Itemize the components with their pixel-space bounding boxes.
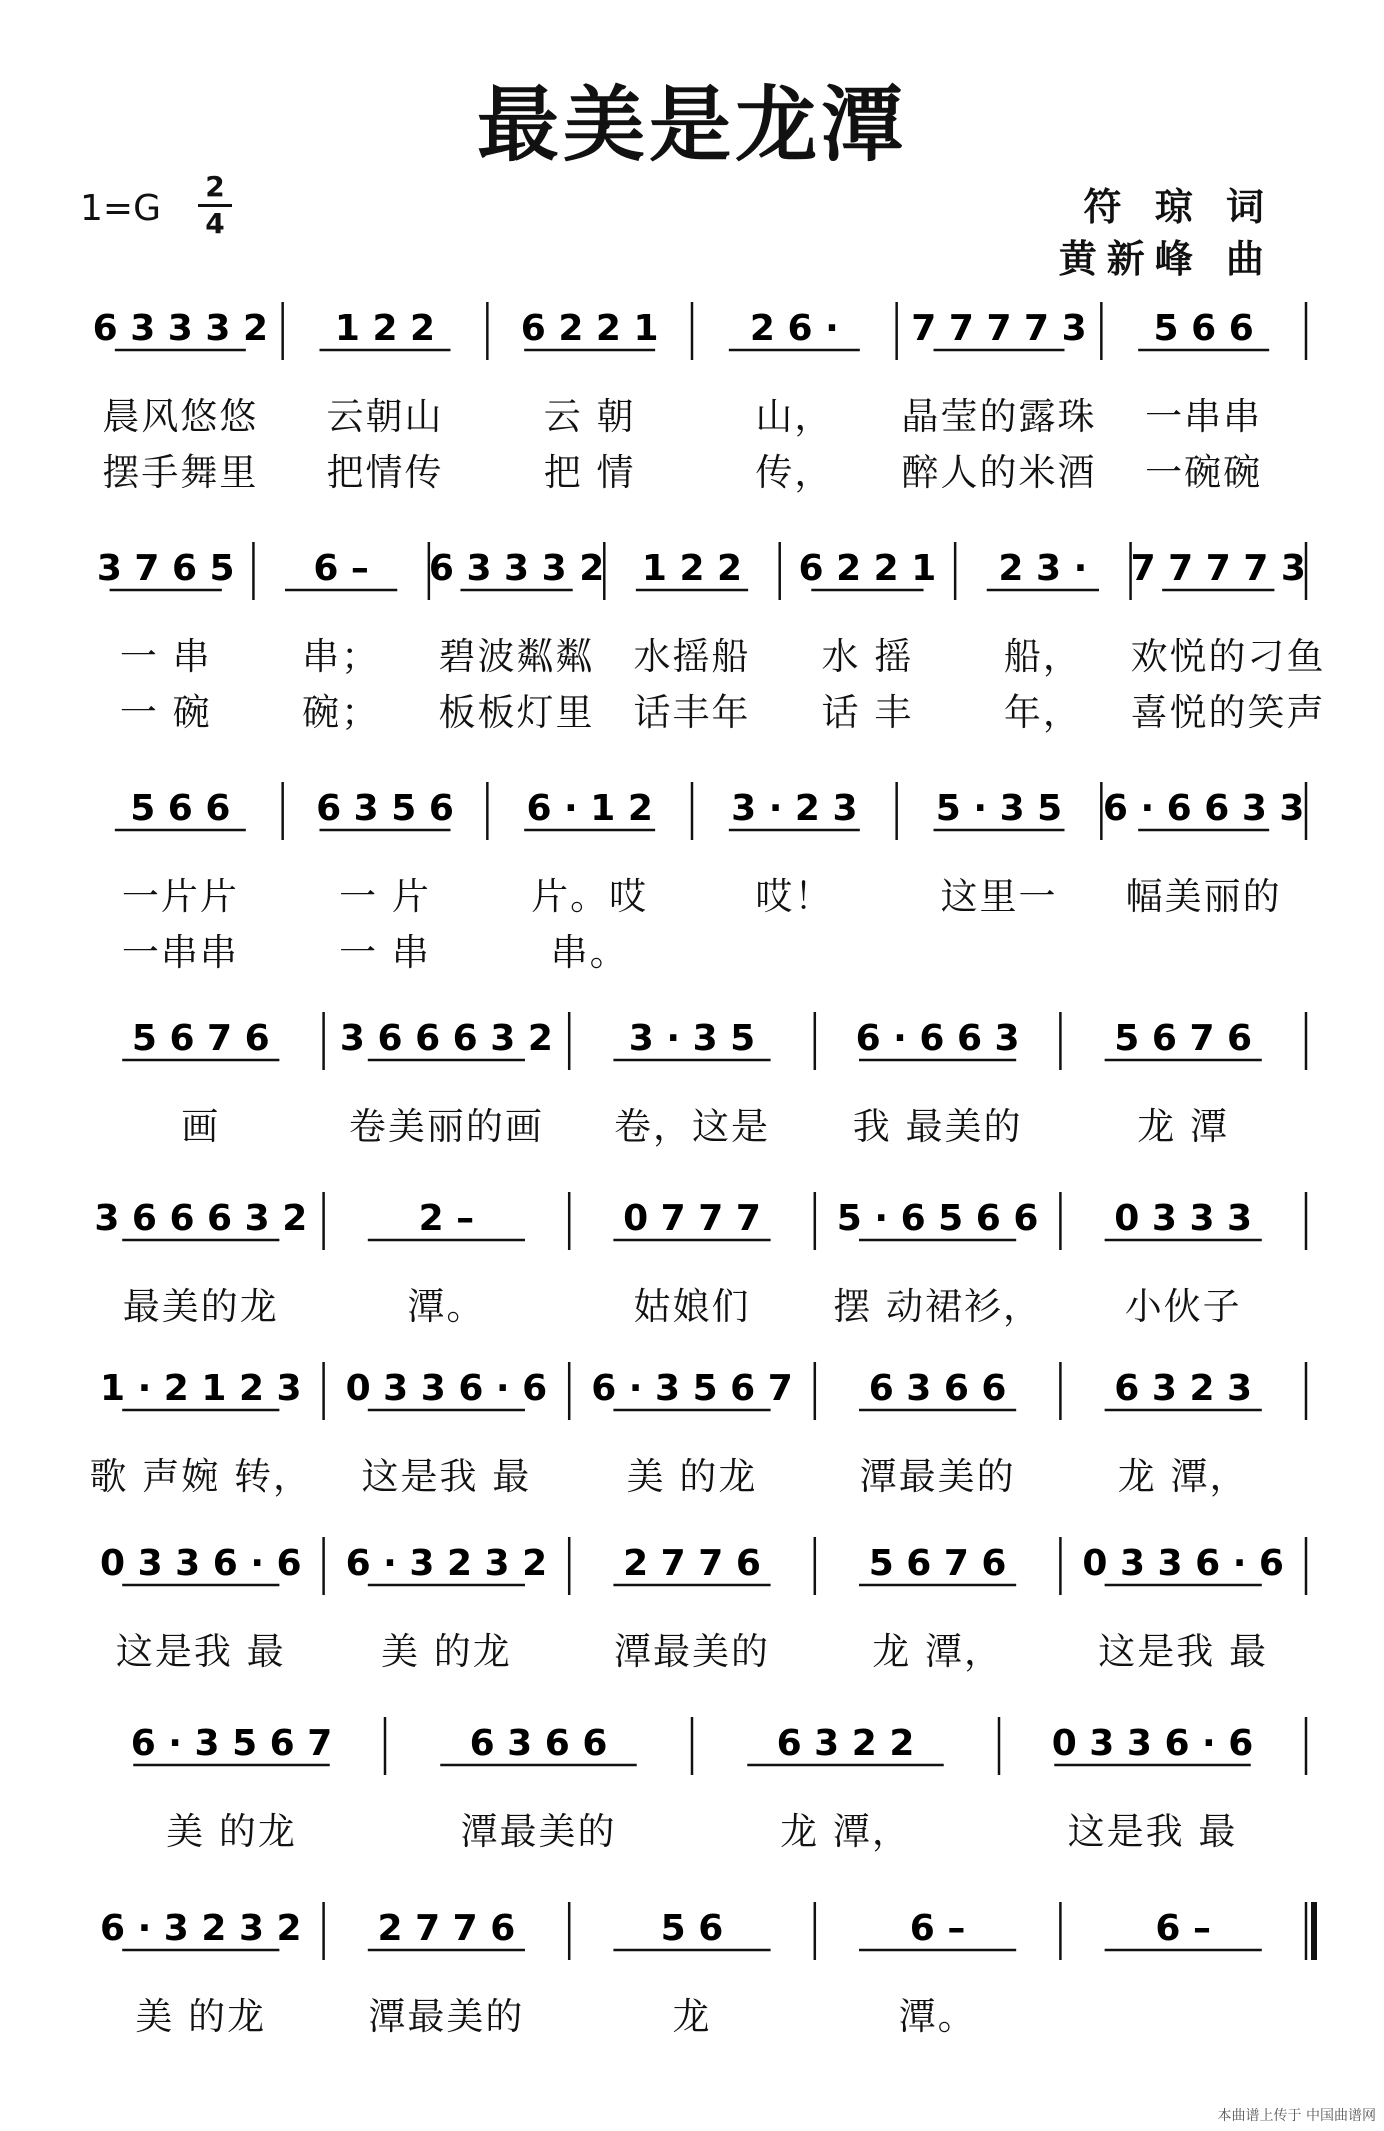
measure-notes: 3 6 6 6 3 2 (339, 1018, 553, 1059)
lyric-segment: 姑娘们 (633, 1285, 751, 1328)
measure-notes: 3 7 6 5 (96, 548, 235, 589)
lyric-segment: 潭最美的 (368, 1995, 525, 2038)
lyric-segment: 欢悦的刁鱼 (1130, 635, 1326, 678)
measure-notes: 5 6 6 (130, 788, 231, 829)
measure-notes: 2 3 · (998, 548, 1088, 589)
lyric-line (78, 1801, 1308, 1853)
lyric-segment: 把情传 (326, 451, 444, 494)
lyric-line (78, 626, 1326, 678)
notation-row (0, 290, 1384, 370)
measure-notes: 5 · 6 5 6 6 (836, 1198, 1039, 1239)
lyricist-credit: 符 琼 词 (1083, 185, 1274, 229)
measure-notes: 5 6 (660, 1908, 724, 1949)
lyric-segment: 最美的龙 (122, 1285, 279, 1328)
measure-notes: 0 3 3 6 · 6 (100, 1543, 302, 1584)
song-title: 最美是龙潭 (476, 78, 907, 173)
lyric-segment: 串； (302, 635, 381, 678)
measure-notes: 0 3 3 6 · 6 (1051, 1723, 1254, 1764)
measure-notes: 6 2 2 1 (520, 308, 659, 349)
lyric-segment: 水 摇 (821, 635, 914, 678)
lyric-segment: 潭最美的 (460, 1810, 617, 1853)
measure-notes: 6 – (313, 548, 369, 589)
measure-notes: 1 2 2 (334, 308, 436, 349)
time-denominator: 4 (205, 207, 225, 240)
time-numerator: 2 (205, 170, 225, 203)
lyric-segment: 碗； (302, 691, 381, 734)
measure-notes: 5 6 7 6 (868, 1543, 1007, 1584)
lyric-line (78, 1621, 1308, 1673)
lyric-segment: 摆手舞里 (102, 451, 259, 494)
measure-notes: 6 3 6 6 (868, 1368, 1007, 1409)
lyric-segment: 龙 潭 (1137, 1105, 1230, 1148)
lyric-segment: 摆 动裙衫， (833, 1285, 1042, 1328)
lyric-segment: 美 的龙 (135, 1995, 267, 2038)
measure-notes: 0 3 3 6 · 6 (1082, 1543, 1284, 1584)
lyric-segment: 龙 潭， (1117, 1455, 1249, 1498)
measure-notes: 6 3 2 2 (776, 1723, 915, 1764)
measure-notes: 6 3 3 3 2 (92, 308, 269, 349)
lyric-segment: 这里一 (940, 875, 1058, 918)
lyric-segment: 云 朝 (543, 395, 636, 438)
lyric-segment: 我 最美的 (852, 1105, 1023, 1148)
measure-notes: 2 – (418, 1198, 475, 1239)
notation-row (0, 1705, 1384, 1785)
lyric-segment: 一片片 (121, 875, 239, 918)
notation-row (0, 1525, 1384, 1605)
notation-row (0, 1350, 1384, 1430)
measure-notes: 0 3 3 3 (1114, 1198, 1253, 1239)
lyric-segment: 龙 潭， (872, 1630, 1003, 1673)
measure-notes: 7 7 7 7 3 (911, 308, 1087, 349)
lyric-segment: 这是我 最 (361, 1455, 532, 1498)
lyric-segment: 把 情 (543, 451, 636, 494)
lyric-segment: 美 的龙 (626, 1455, 758, 1498)
lyric-segment: 卷美丽的画 (348, 1105, 544, 1148)
measure-notes: 6 – (909, 1908, 966, 1949)
measure-notes: 6 3 5 6 (316, 788, 454, 829)
lyric-segment: 水摇船 (633, 635, 751, 678)
composer-credit: 黄新峰 曲 (1058, 237, 1274, 281)
lyric-segment: 醉人的米酒 (901, 451, 1097, 494)
measure-notes: 6 · 3 5 6 7 (130, 1723, 333, 1764)
lyric-segment: 这是我 最 (115, 1630, 286, 1673)
lyric-line (78, 866, 1308, 918)
lyric-segment: 画 (181, 1105, 221, 1148)
lyric-segment: 美 的龙 (166, 1810, 297, 1853)
lyric-segment: 串。 (550, 931, 629, 974)
notation-row (0, 1000, 1384, 1080)
lyric-segment: 潭。 (898, 1995, 977, 2038)
lyric-segment: 歌 声婉 转， (89, 1455, 313, 1498)
lyric-segment: 哎！ (755, 875, 834, 918)
measure-notes: 6 3 6 6 (469, 1723, 608, 1764)
measure-notes: 6 · 3 5 6 7 (591, 1368, 793, 1409)
measure-notes: 5 6 7 6 (131, 1018, 270, 1059)
measure-notes: 6 3 2 3 (1114, 1368, 1253, 1409)
lyric-segment: 一碗碗 (1145, 451, 1263, 494)
lyric-segment: 幅美丽的 (1125, 875, 1282, 918)
lyric-line (78, 386, 1308, 438)
measure-notes: 6 · 6 6 3 (855, 1018, 1020, 1059)
measure-notes: 5 6 6 (1153, 308, 1254, 349)
lyric-segment: 晨风悠悠 (102, 395, 259, 438)
lyric-segment: 这是我 最 (1098, 1630, 1269, 1673)
lyric-segment: 喜悦的笑声 (1130, 691, 1326, 734)
key-signature: 1=G (80, 188, 161, 229)
lyric-line (78, 442, 1308, 494)
notation-row (0, 530, 1384, 610)
lyric-segment: 船， (1003, 635, 1082, 678)
lyric-segment: 板板灯里 (438, 691, 595, 734)
lyric-line (78, 1986, 1308, 2038)
measure-notes: 5 · 3 5 (935, 788, 1063, 829)
notation-row (0, 770, 1384, 850)
measure-notes: 6 3 3 3 2 (428, 548, 605, 589)
measure-notes: 0 7 7 7 (623, 1198, 761, 1239)
measure-notes: 2 7 7 6 (623, 1543, 761, 1584)
lyric-segment: 一 片 (339, 875, 431, 918)
lyric-segment: 山， (755, 395, 834, 438)
measure-notes: 6 · 1 2 (526, 788, 653, 829)
measure-notes: 1 · 2 1 2 3 (100, 1368, 302, 1409)
lyric-segment: 美 的龙 (381, 1630, 512, 1673)
lyric-segment: 潭。 (407, 1285, 486, 1328)
lyric-segment: 晶莹的露珠 (901, 395, 1097, 438)
lyric-line (78, 922, 1308, 974)
measure-notes: 1 2 2 (641, 548, 743, 589)
measure-notes: 0 3 3 6 · 6 (345, 1368, 548, 1409)
lyric-line (78, 1446, 1308, 1498)
lyric-segment: 卷，这是 (613, 1105, 770, 1148)
footer-watermark: 本曲谱上传于 中国曲谱网 (1217, 2108, 1376, 2124)
lyric-segment: 传， (755, 451, 834, 494)
measure-notes: 5 6 7 6 (1114, 1018, 1253, 1059)
lyric-line (78, 1276, 1308, 1328)
lyric-segment: 潭最美的 (613, 1630, 770, 1673)
measure-notes: 3 6 6 6 3 2 (94, 1198, 308, 1239)
lyric-segment: 话丰年 (633, 691, 751, 734)
lyric-segment: 小伙子 (1124, 1285, 1242, 1328)
lyric-line (78, 1096, 1308, 1148)
lyric-segment: 龙 潭， (780, 1810, 911, 1853)
lyric-segment: 一 碗 (119, 691, 212, 734)
notation-row (0, 1180, 1384, 1260)
lyric-segment: 一 串 (119, 635, 212, 678)
measure-notes: 7 7 7 7 3 (1130, 548, 1306, 589)
measure-notes: 6 · 3 2 3 2 (345, 1543, 548, 1584)
lyric-segment: 龙 (672, 1995, 712, 2038)
measure-notes: 6 · 6 6 3 3 (1102, 788, 1305, 829)
lyric-line (78, 682, 1326, 734)
lyric-segment: 话 丰 (821, 691, 914, 734)
measure-notes: 6 · 3 2 3 2 (100, 1908, 302, 1949)
lyric-segment: 一串串 (121, 931, 239, 974)
measure-notes: 6 – (1155, 1908, 1211, 1949)
lyric-segment: 片。哎 (531, 875, 649, 918)
lyric-segment: 年， (1003, 691, 1082, 734)
lyric-segment: 一串串 (1145, 395, 1263, 438)
notation-row (0, 1890, 1384, 1970)
measure-notes: 2 7 7 6 (377, 1908, 516, 1949)
time-signature (198, 172, 232, 239)
measure-notes: 3 · 2 3 (731, 788, 858, 829)
measure-notes: 6 2 2 1 (798, 548, 937, 589)
measure-notes: 2 6 · (749, 308, 839, 349)
lyric-segment: 碧波粼粼 (438, 635, 595, 678)
lyric-segment: 潭最美的 (859, 1455, 1016, 1498)
measure-notes: 3 · 3 5 (628, 1018, 756, 1059)
lyric-segment: 云朝山 (326, 395, 444, 438)
lyric-segment: 一 串 (339, 931, 431, 974)
lyric-segment: 这是我 最 (1067, 1810, 1238, 1853)
